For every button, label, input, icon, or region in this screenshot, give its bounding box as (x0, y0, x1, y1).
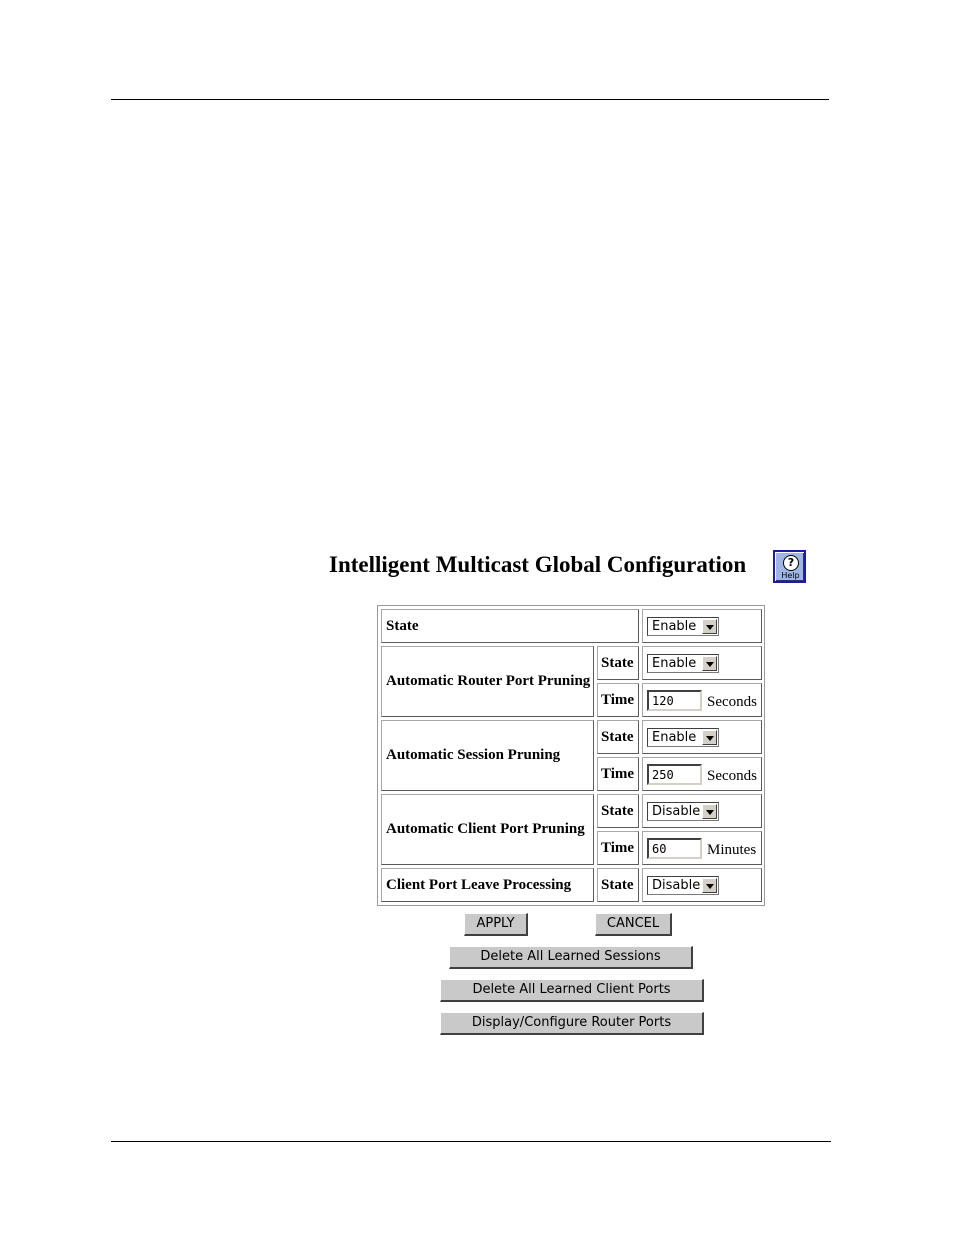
delete-learned-client-ports-button[interactable]: Delete All Learned Client Ports (440, 979, 704, 1002)
leave-processing-state-label-cell (597, 868, 639, 902)
router-pruning-label-cell (381, 646, 594, 717)
router-pruning-time-label: Time (601, 692, 635, 708)
client-pruning-time-label: Time (601, 840, 635, 856)
session-pruning-time-label: Time (601, 766, 635, 782)
state-label-cell (381, 609, 639, 643)
leave-processing-state-cell (642, 868, 762, 902)
session-pruning-state-select[interactable] (647, 728, 719, 747)
leave-processing-label-cell (381, 868, 594, 902)
router-pruning-state-value: Enable (652, 656, 697, 671)
router-pruning-time-input[interactable] (647, 690, 702, 711)
session-pruning-state-cell (642, 720, 762, 754)
client-pruning-time-input[interactable] (647, 838, 702, 859)
help-label: Help (781, 571, 800, 580)
leave-processing-label: Client Port Leave Processing (386, 877, 572, 893)
chevron-down-icon[interactable] (702, 878, 717, 893)
session-pruning-time-cell (642, 757, 762, 791)
chevron-down-icon[interactable] (702, 804, 717, 819)
client-pruning-state-select[interactable] (647, 802, 719, 821)
session-pruning-time-input[interactable] (647, 764, 702, 785)
session-pruning-label-cell (381, 720, 594, 791)
footer-rule (111, 1141, 831, 1142)
session-pruning-state-value: Enable (652, 730, 697, 745)
chevron-down-icon[interactable] (702, 730, 717, 745)
display-configure-router-ports-button[interactable]: Display/Configure Router Ports (440, 1012, 704, 1035)
client-pruning-label: Automatic Client Port Pruning (386, 821, 585, 837)
client-pruning-state-value: Disable (652, 804, 701, 819)
cancel-button[interactable]: CANCEL (595, 913, 672, 936)
state-select[interactable] (647, 617, 719, 636)
config-table (377, 605, 765, 906)
client-pruning-time-unit: Minutes (707, 842, 757, 858)
router-pruning-state-select[interactable] (647, 654, 719, 673)
delete-learned-sessions-button[interactable]: Delete All Learned Sessions (449, 946, 693, 969)
header-rule (111, 99, 829, 100)
apply-button[interactable]: APPLY (464, 913, 528, 936)
page-title: Intelligent Multicast Global Configuration (329, 552, 747, 577)
client-pruning-state-label: State (601, 803, 634, 819)
help-button[interactable] (773, 550, 806, 583)
router-pruning-state-label: State (601, 655, 634, 671)
session-pruning-time-label-cell (597, 757, 639, 791)
chevron-down-icon[interactable] (702, 619, 717, 634)
router-pruning-time-label-cell (597, 683, 639, 717)
client-pruning-time-cell (642, 831, 762, 865)
session-pruning-label: Automatic Session Pruning (386, 747, 561, 763)
client-pruning-label-cell (381, 794, 594, 865)
leave-processing-state-label: State (601, 877, 634, 893)
state-label: State (386, 618, 419, 634)
router-pruning-state-label-cell (597, 646, 639, 680)
session-pruning-time-unit: Seconds (707, 768, 757, 784)
leave-processing-state-value: Disable (652, 878, 701, 893)
state-select-value: Enable (652, 619, 697, 634)
router-pruning-state-cell (642, 646, 762, 680)
client-pruning-time-label-cell (597, 831, 639, 865)
state-value-cell (642, 609, 762, 643)
session-pruning-state-label-cell (597, 720, 639, 754)
session-pruning-state-label: State (601, 729, 634, 745)
router-pruning-label: Automatic Router Port Pruning (386, 673, 591, 689)
router-pruning-time-cell (642, 683, 762, 717)
client-pruning-state-cell (642, 794, 762, 828)
chevron-down-icon[interactable] (702, 656, 717, 671)
client-pruning-state-label-cell (597, 794, 639, 828)
router-pruning-time-unit: Seconds (707, 694, 757, 710)
question-icon: ? (783, 555, 799, 571)
leave-processing-state-select[interactable] (647, 876, 719, 895)
